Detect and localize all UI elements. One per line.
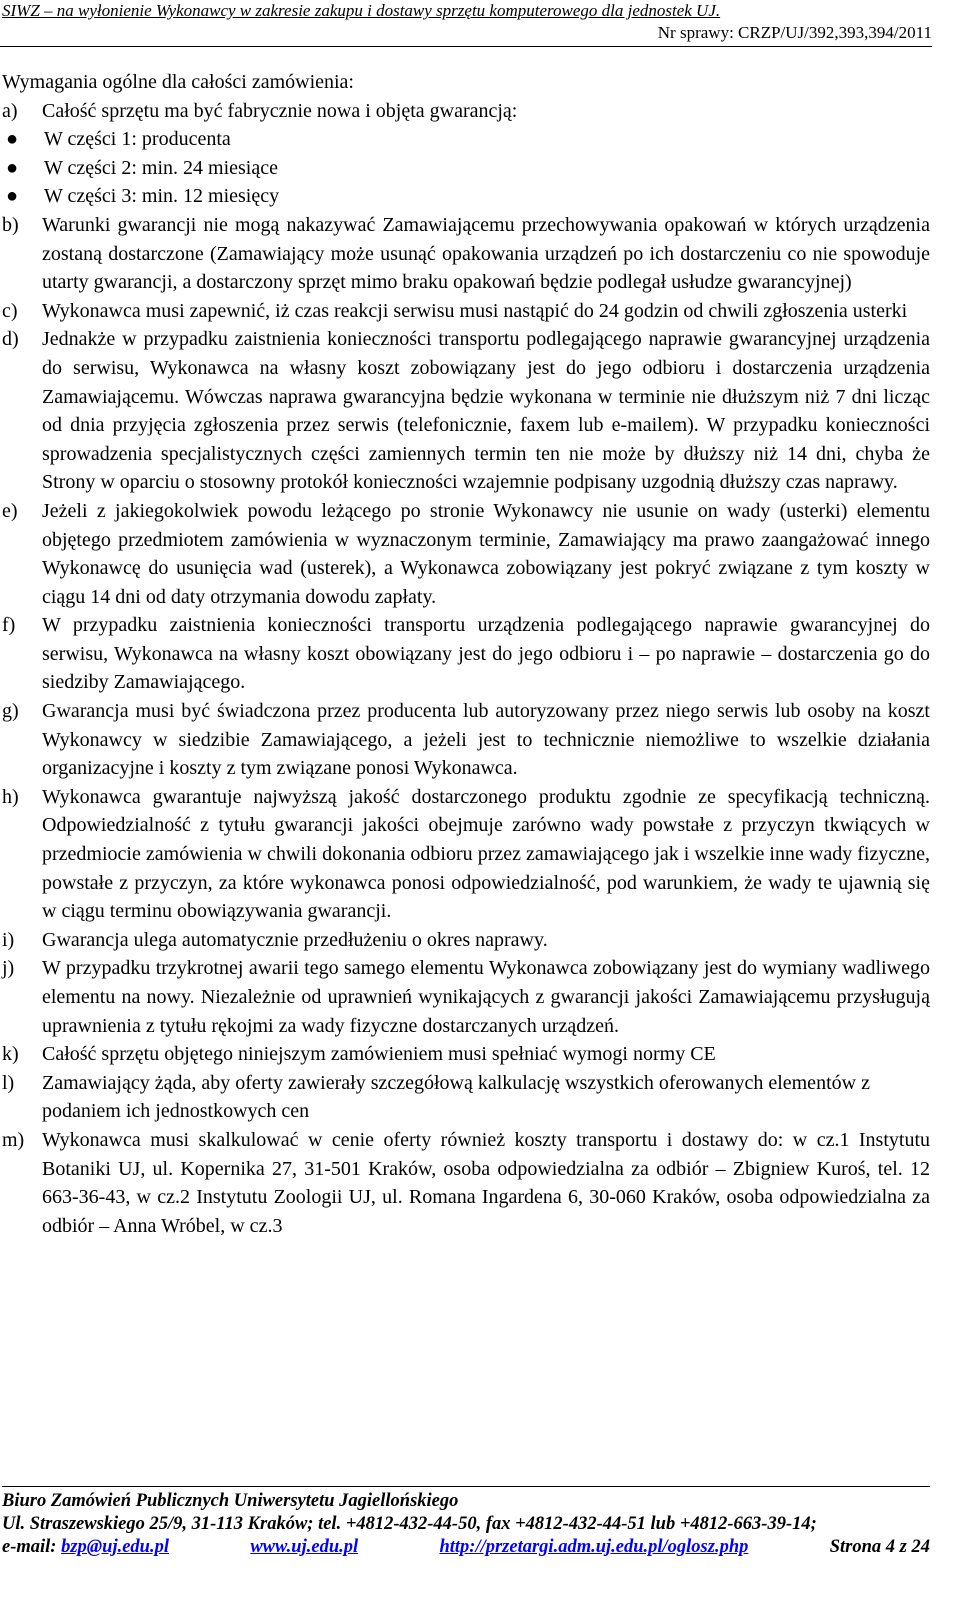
bullet-icon: ● [6,185,19,208]
list-item-text: Gwarancja musi być świadczona przez producenta lub autoryzowany przez niego serwis lub osoby na koszt Wykonawcy w siedzibie Zamawiającego, a jeżeli jest to technicznie niemożliwe to wszelkie działania organizacyjne i koszty z tym związane ponosi Wykonawca. [42,700,930,780]
bullet-item [2,125,930,154]
list-letter: c) [2,299,18,322]
list-item-c [2,297,930,326]
list-item-j [2,954,930,1040]
list-item-m [2,1126,930,1240]
list-item-d [2,325,930,497]
list-letter: k) [2,1043,19,1066]
list-letter: e) [2,499,18,522]
email-label: e-mail: [2,1537,57,1557]
list-letter: l) [2,1071,15,1094]
intro-paragraph: Wymagania ogólne dla całości zamówienia: [2,71,354,93]
list-item-i [2,926,930,955]
list-item-h [2,783,930,926]
bullet-text: W części 1: producenta [44,128,231,151]
list-item-b [2,211,930,297]
list-item-text: Jednakże w przypadku zaistnienia konieczności transportu podlegającego naprawie gwarancyjnej urządzenia do serwisu, Wykonawca na własny koszt zobowiązany jest do jego odbioru i dostarczenia urządzenia Zamawiającemu. Wówczas naprawa gwarancyjna będzie wykonana w terminie nie dłuższym niż 7 dni licząc od dnia przyjęcia zgłoszenia przez serwis (telefonicznie, faxem lub e-mailem). W przypadku konieczności sprowadzenia specjalistycznych części zamiennych termin ten nie może by dłuższy niż 14 dni, chyba że Strony w oparciu o stosowny protokół konieczności wzajemnie podpisany uzgodnią dłuższy czas naprawy. [42,328,930,494]
bullet-item [2,182,930,211]
list-item-f [2,611,930,697]
list-item-text: W przypadku trzykrotnej awarii tego samego elementu Wykonawca zobowiązany jest do wymiany wadliwego elementu na nowy. Niezależnie od uprawnień wynikających z gwarancji jakości Zamawiającemu przysługują uprawnienia z tytułu rękojmi za wady fizyczne dostarczanych urządzeń. [42,957,930,1037]
list-item-text: Gwarancja ulega automatycznie przedłużeniu o okres naprawy. [42,928,548,951]
list-item-text: Całość sprzętu ma być fabrycznie nowa i objęta gwarancją: [42,99,518,122]
list-letter: b) [2,213,19,236]
list-item-text: Warunki gwarancji nie mogą nakazywać Zamawiającemu przechowywania opakowań w których urządzenia zostaną dostarczone (Zamawiający może usunąć opakowania urządzeń po ich dostarczeniu co nie spowoduje utarty gwarancji, a dostarczony sprzęt mimo braku opakowań będzie podlegał usłudze gwarancyjnej) [42,213,930,294]
document-title: SIWZ – na wyłonienie Wykonawcy w zakresie zakupu i dostawy sprzętu komputerowego dla jednostek UJ. [2,1,721,20]
footer-office-name: Biuro Zamówień Publicznych Uniwersytetu Jagiellońskiego [2,1491,459,1511]
list-letter: a) [2,99,18,122]
list-letter: h) [2,785,19,808]
list-letter: g) [2,700,19,723]
email-link[interactable]: bzp@uj.edu.pl [61,1537,169,1557]
list-item-text: Zamawiający żąda, aby oferty zawierały szczegółową kalkulację wszystkich oferowanych elementów z podaniem ich jednostkowych cen [42,1071,870,1123]
bullet-icon: ● [6,156,19,179]
footer-email-group [2,1536,169,1559]
list-item-l [2,1069,930,1126]
footer-address: Ul. Straszewskiego 25/9, 31-113 Kraków; tel. +4812-432-44-50, fax +4812-432-44-51 lub +4812-663-39-14; [2,1514,817,1534]
bullet-text: W części 2: min. 24 miesiące [44,156,278,179]
website-link[interactable]: www.uj.edu.pl [250,1537,359,1557]
list-item-k [2,1040,930,1069]
list-item-text: Wykonawca musi zapewnić, iż czas reakcji serwisu musi nastąpić do 24 godzin od chwili zgłoszenia usterki [42,299,908,322]
list-item-e [2,497,930,611]
list-letter: m) [2,1128,25,1151]
list-item-text: Całość sprzętu objętego niniejszym zamówieniem musi spełniać wymogi normy CE [42,1043,716,1066]
case-number: Nr sprawy: CRZP/UJ/392,393,394/2011 [0,22,932,47]
footer-divider [2,1486,930,1487]
bullet-icon: ● [6,128,19,151]
tender-link[interactable]: http://przetargi.adm.uj.edu.pl/oglosz.php [439,1537,749,1557]
page-number: Strona 4 z 24 [829,1537,930,1557]
list-letter: d) [2,328,19,351]
list-letter: i) [2,928,15,951]
list-letter: j) [2,957,15,980]
list-letter: f) [2,614,16,637]
bullet-text: W części 3: min. 12 miesięcy [44,185,280,208]
list-item-text: Wykonawca gwarantuje najwyższą jakość dostarczonego produktu zgodnie ze specyfikacją techniczną. Odpowiedzialność z tytułu gwarancji jakości obejmuje zarówno wady powstałe z przyczyn tkwiących w przedmiocie zamówienia w chwili dokonania odbioru przez zamawiającego jak i wszelkie inne wady fizyczne, powstałe z przyczyn, za które wykonawca ponosi odpowiedzialność, pod warunkiem, że wady te ujawnią się w ciągu terminu obowiązywania gwarancji. [42,785,930,923]
document-body [2,68,930,1240]
list-item-text: Jeżeli z jakiegokolwiek powodu leżącego po stronie Wykonawcy nie usunie on wady (usterki) elementu objętego przedmiotem zamówienia w wyznaczonym terminie, Zamawiający ma prawo zaangażować innego Wykonawcę do usunięcia wad (usterek), a Wykonawca zobowiązany jest pokryć związane z tym koszty w ciągu 14 dni od daty otrzymania dowodu zapłaty. [42,499,930,608]
page-footer [2,1486,930,1559]
list-item-text: Wykonawca musi skalkulować w cenie oferty również koszty transportu i dostawy do: w cz.1 Instytutu Botaniki UJ, ul. Kopernika 27, 31-501 Kraków, osoba odpowiedzialna za odbiór – Zbigniew Kuroś, tel. 12 663-36-43, w cz.2 Instytutu Zoologii UJ, ul. Romana Ingardena 6, 30-060 Kraków, osoba odpowiedzialna za odbiór – Anna Wróbel, w cz.3 [42,1128,930,1237]
list-item-text: W przypadku zaistnienia konieczności transportu urządzenia podlegającego naprawie gwarancyjnej do serwisu, Wykonawca na własny koszt obowiązany jest do jego odbioru i – po naprawie – dostarczenia go do siedziby Zamawiającego. [42,614,930,694]
bullet-item [2,154,930,183]
list-item-g [2,697,930,783]
page-header [0,0,932,47]
footer-links-row [2,1536,930,1559]
list-item-a [2,97,930,126]
